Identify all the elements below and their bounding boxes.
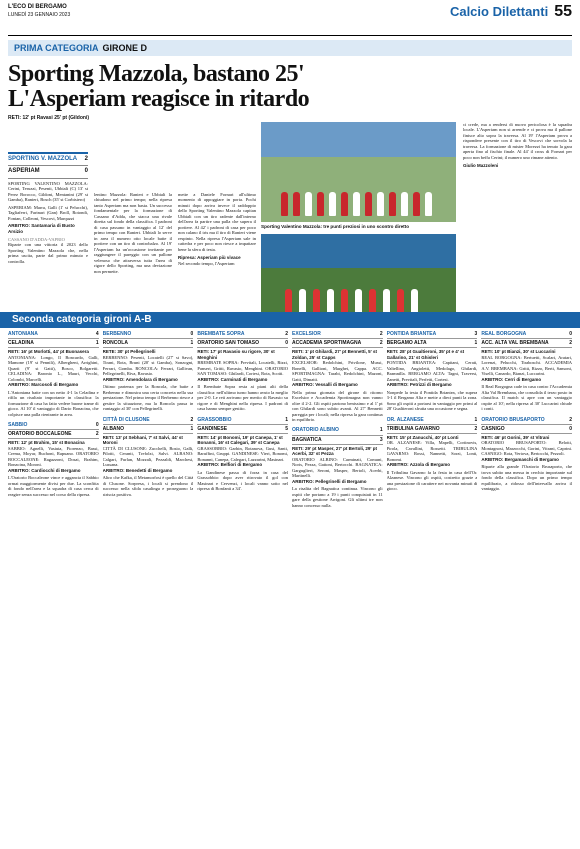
- referee: ARBITRO: Amendolara di Bergamo: [102, 376, 178, 382]
- results-col-1: [8, 330, 99, 849]
- score-row: OR. ALZANESE 1: [387, 416, 478, 425]
- group-name: GIRONE D: [102, 42, 148, 53]
- referee: ARBITRO: Cerri di Bergamo: [481, 376, 542, 382]
- score-row: SABBIO 0: [8, 421, 99, 430]
- report-text: Il Brembate Sopra resta ai piani alti della classifica: nell'ultimo turno hanno avuto la meglio per 2-0. Le reti arrivano per merito di Ravasio su rigore e di Menghini nella ripresa. I padroni di casa hanno sempre gestito.: [197, 384, 288, 412]
- photo-block: [261, 122, 456, 330]
- publisher-name: L'ECO DI BERGAMO: [8, 4, 67, 10]
- referee: ARBITRO: Petrizzi di Bergamo: [386, 382, 452, 388]
- game-block: [197, 416, 288, 492]
- referee: ARBITRO: Benedetti di Bergamo: [102, 467, 173, 473]
- score-row: BERBENNO 0: [103, 330, 194, 339]
- score-row: BREMBATE SOPRA 2: [197, 330, 288, 339]
- article-text: lentino Mazzola: Ranieri e Ubbiali la chiudono nel primo tempo; nella ripresa tanto Asperiam ma non basta. Un successo fondamentale per la formazione di Cassano d'Adda, che stacca una rivale diretta sul fondo della classifica. I padroni di casa passano in vantaggio al 12' del primo tempo con Ranieri. Ubbiali lo serve in area il numero otto locale batte il portiere con un tiro di controbalzo. Al 19' l'Asperiam ha un'occasione invitante per raggiungere il pareggio con un pallone velenoso che attraversa tutta l'area di rigore dello Sporting, ma una deviazione non permette.: [94, 192, 172, 274]
- report-text: Nonpede la testa il Pontida Briantea, che supera 3-1 il Bergamo Alta e mette a dieci punti la zona. Sono gli ospiti a portarsi in vantaggio per primi al 28' Gualtieroni sfrutta una occasione e segna.: [386, 389, 478, 412]
- lineups: CITTÀ DI CLUSONE: Zucchelli, Bosio, Galli, Pilotti, Ceranti, Trefolzi, Salvi. ALBANO: Calgari, Furlan, Mozzali, Pezzaldi, Marchesi, Lussana.: [102, 445, 194, 468]
- goals-line: RETI: 14' pt Bonomi, 19' pt Canepa, 1' st Bonanni, 16' st Calegari, 39' st Canepa: [197, 434, 283, 446]
- lineups: GRASSOBBIO: Garbin, Rotanova, Gusi, Santi, Baruffini, Gruppi. GANDINESE: Vieri, Bonomi, Bonanni, Canepa, Calegari, Lazzarini, Masinari.: [197, 445, 288, 462]
- section-header: [450, 2, 572, 22]
- goals-line: RETI: 13' pt Sebhani, 7' st Salvi, 44' st Moroni: [102, 434, 183, 446]
- category-kicker: [8, 40, 572, 56]
- score-row: REAL BORGOGNA 0: [481, 330, 572, 339]
- lineup-away: ASPERIAM: Marra, Galli (1' st Pelucchi), Tagliaferri, Farinari (Gan) Broll, Rotondi, Fontan, Colleoni, Vescovi, Marquzzi: [8, 204, 88, 221]
- referee: ARBITRO: Santamaria di Busto Arsizio: [8, 223, 75, 234]
- photo-caption: Sporting Valentino Mazzola: tre punti preziosi in uno scontro diretto: [261, 224, 410, 229]
- article-text: mette a Daniele Fornari all'ultimo momento di appoggiare in porta. Pochi minuti dopo arriva invece il raddoppio dello Sporting Valentino Mazzola capitan Ubbiali con un tiro radente dall'interno dell'area fa partire una palla che supera il portiere. Al 42' i padroni di casa per poco non calano il tris ma il tiro di Ranieri viene respinto. Nella ripresa l'Asperiam sale in cattedra e per poco non riesce a impattare bene la sfera di testa.: [178, 192, 256, 252]
- page-number: 55: [554, 3, 572, 20]
- score-row: RONCOLA 1: [103, 339, 194, 348]
- results-col-3: [197, 330, 288, 849]
- article-text: Riparte con una vittoria il 2023 dello Sporting Valentino Mazzola che, nella prima uscita, parte dal primo minuto e controlla.: [8, 242, 88, 264]
- lineups: EXCELSIOR: Redolchini, Privilone, Mussi, Bonelli, Gallioni, Marghei, Cappa. ACC. SPORTIMAGNA: Tarabi, Redolchini, Mazoni, Gatti, Dimatti.: [291, 360, 383, 382]
- score-row: ORATORIO ALBINO 1: [292, 426, 383, 435]
- report-text: Riparte alla grande l'Oratorio Brusaporto, che trova subito una messa in cerchio importante sul fondo della classifica. Dopo un primo tempo equilibrato, a ridosso dell'intervallo arriva il vantaggio.: [481, 464, 572, 492]
- report-text: La risalita del Bagnatica continua. Vincono gli ospiti che portano a 19 i punti conquistati in 11 gare della gestione Arrigoni. Gli ultimi tre non hanno concesso nulla.: [291, 486, 383, 508]
- score-row: BAGNATICA 3: [292, 436, 383, 445]
- lineups: REAL BORGOGNA: Bertuetti, Scalari, Aratari, Lorenzi, Pelucchi, Tiraboschi. ACCADEMIA A.V. BREMBANA: Gritti, Rizzo, Berti, Sansoni, Viselli, Canardo, Bianzi, Luccarini.: [481, 354, 572, 377]
- title-line-2: L'Asperiam reagisce in ritardo: [8, 86, 310, 112]
- score-row: GANDINESE 5: [197, 425, 288, 434]
- referee: ARBITRO: Cardiocchi di Bergamo: [8, 467, 81, 473]
- category-name: PRIMA CATEGORIA: [14, 42, 99, 53]
- results-col-4: [292, 330, 383, 849]
- team-photo-sporting: [261, 122, 456, 222]
- game-block: [292, 426, 383, 508]
- score-row: CELADINA 1: [8, 339, 99, 348]
- report-text: Il Tribulina Gavarno fa la festa in casa dell'Or. Alzanese. Vincono gli ospiti, costretto grazie a una prestazione di carattere nei novanta minuti di gioco.: [386, 469, 478, 492]
- article-text: ci crede, ma a rendersi di nuovo pericolosa è la squadra locale. L'Asperiam non si arrende e ci prova ma il pallone finisce alto sopra la traversa. Al 19' l'Asperiam prova a rispondere presente con il tiro di Vescovi che sorvola la traversa. La formazione di mister Morezzi ha tenuto la gara aperta fino al fischio finale. Al 44' il cross di Fornari per poco non beffa Cerini; il numero uno rimane attento.: [463, 122, 572, 160]
- author: Giulio Mazzoleni: [463, 163, 499, 169]
- article-col-1: [8, 152, 88, 264]
- game-block: [8, 421, 99, 497]
- lineup-home: SPORTING VALENTINO MAZZOLA: Cerini, Teruzzi, Pesenti, Ubbiali (C) 13' st Perez Borocco, Gildoni, Mentanini (29' st Gamba), Ranieri, Bosch (35' st Corbisiero): [8, 180, 88, 203]
- report-text: Ottimo partenza per la Roncola, che batte a Berbenno e dimostra una certa concreta nella sua prestazione. Nel primo tempo il Berbenno riesce a gestire la situazione, ma la Roncola passa in vantaggio al 30' con Pellegrinelli.: [102, 384, 194, 412]
- goals-line: RETI: 1' pt Ghilardi, 27' pt Bennetti, 5' st Zoldan, 25' st Capps: [291, 349, 377, 360]
- score-row: CASNIGO 0: [481, 425, 572, 434]
- score-row: ANTONIANA 4: [8, 330, 99, 339]
- lineups: BREMBATE SOPRA: Previtali, Locatelli, Rizzi, Panseri, Gritti, Ravasio, Menghini. ORATORIO SAN TOMASO: Ghilardi, Cortesi, Rota, Scotti.: [197, 360, 288, 377]
- article-col-4: [463, 122, 572, 169]
- dateline: CASSANO D'ADDA-VAPRIO: [8, 236, 65, 242]
- score-row: ACCADEMIA SPORTIMAGNA 2: [292, 339, 383, 348]
- article-title: [8, 62, 363, 112]
- referee: ARBITRO: Azzola di Bergamo: [386, 462, 450, 468]
- results-col-5: [387, 330, 478, 849]
- lineups: OR. ALZANESE: Villa, Mapelli, Cortinovis, Pirola, Cavallini, Rossetti. TRIBULINA GAVARNO: Rossi, Nannetti, Sorzi, Lonti, Bonomi.: [386, 440, 478, 462]
- goals-line: RETE: 30' pt Pellegrinelli: [102, 349, 156, 355]
- article-col-2: [94, 192, 172, 274]
- score-row: ALBANO 1: [103, 425, 194, 434]
- score-row: ORATORIO BRUSAPORTO 2: [481, 416, 572, 425]
- report-text: La Gandinese passa di forza in casa del Grassobbio: dopo aver ritrovato il gol con Masinari e Cervenzi, i locali vanno sotto nel ripresa di Bonfanti a 34'.: [197, 469, 288, 492]
- score-row: SPORTING V. MAZZOLA 2: [8, 154, 88, 166]
- section-name: Calcio Dilettanti: [449, 3, 549, 19]
- lineups: SABBIO: Agnelli, Vasiuta, Fiorenzo, Bassi, Crema, Moyur, Buchoni, Rapuano. ORATORIO BOCCALEONE: Ragazzoni, Dosai, Brahim, Bonacina, Moroni.: [8, 445, 99, 468]
- section-band: Seconda categoria gironi A-B: [0, 312, 580, 328]
- results-col-2: [103, 330, 194, 849]
- lineups: PONTIDA BRIANTEA: Capitani, Cerati, Valtellino, Angioletti, Medolago, Ghilardi, Bramnilla. BERGAMO ALTA: Tagni, Traversi, Zanetti, Previtali, Perfetti, Cortesi.: [386, 360, 478, 382]
- score-row: CITTÀ DI CLUSONE 2: [103, 416, 194, 425]
- referee: ARBITRO: Carminati di Bergamo: [197, 376, 268, 382]
- goals-line: RETI: 12' pt Ravasi 25' pt (Gildoni): [8, 115, 90, 121]
- goals-line: RETI: 16' pt Morlotti, 44' pt Buonasera: [8, 349, 89, 355]
- article-col-3: [178, 192, 256, 266]
- issue-date: LUNEDÌ 23 GENNAIO 2023: [8, 11, 71, 18]
- score-row: ORATORIO BOCCALEONE 2: [8, 430, 99, 439]
- goals-line: RETI: 29' pt Masper, 27' pt Bertoli, 29' pt Acerbi, 32' st Pezza: [291, 445, 377, 457]
- goals-line: RETI: 12' pt Brahim, 15' st Bonacina: [8, 440, 85, 446]
- lineups: BERBENNO: Pesenti, Locatelli (27' st Savo), Tirani, Rota, Bruni (20' st Gamba), Sonzogni, Ferrari, Gomba. RONCOLA: Ferrari, Gallivan, Pellegrinelli, Riva, Ravasio.: [102, 354, 194, 377]
- score-row: GRASSOBBIO 1: [197, 416, 288, 425]
- referee: ARBITRO: Vessalli di Bergamo: [291, 382, 358, 388]
- score-row: TRIBULINA GAVARNO 2: [387, 425, 478, 434]
- report-text: Il Real Borgogna cade in casa contro l'Accademia Alta Val Brembana, che consolida il terzo posto in classifica. Il match si apre con un vantaggio ospite al 10'; nella ripresa al 30' Luccarini chiude i conti.: [481, 384, 572, 412]
- score-row: EXCELSIOR 2: [292, 330, 383, 339]
- results-col-6: [481, 330, 572, 849]
- score-row: BERGAMO ALTA 1: [387, 339, 478, 348]
- goals-line: RETI: 46' pt Gorini, 39' st Vitrani: [481, 434, 550, 440]
- goals-line: RETI: 17' pt Ravasio su rigore, 30' st Menghini: [197, 349, 275, 360]
- lineups: ANTONIANA: Longo, Il Boncardo, Galli, Mamone (19' st Pennili), Albergheni, Arrighini, Quarti (9' st Gatti), Bosco, Bolgaretti. CELADINA: Baronio L., Mauri, Vecchi, Colombi, Marcelli.: [8, 354, 99, 382]
- results-grid: [8, 330, 572, 849]
- scorebox: [8, 152, 88, 179]
- subheading: Ripresa: Asperiam più vivace: [178, 255, 241, 261]
- score-row: PONTIDA BRIANTEA 3: [387, 330, 478, 339]
- goals-line: RETI: 10' pt Bianzi, 30' st Luccarini: [481, 349, 556, 355]
- article-text: Nel secondo tempo, l'Asperiam: [178, 260, 235, 266]
- referee: ARBITRO: Marcosoli di Bergamo: [8, 382, 79, 388]
- masthead: [8, 4, 70, 18]
- game-block: [387, 416, 478, 492]
- report-text: L'Oratorio Boccaleone vince e aggancia il Sabbio ormai maggiormente divisi per due. La sconfitta di fondo nell'area e la squadra di casa cerca di reagire senza successo nel corso della ripresa.: [8, 475, 99, 497]
- report-text: Altro che Kafka, il Metamorfosi è quello del Città di Clusone. Sorpresa, i locali si prendono il successo nella sfida casalinga e proseguono la striscia positiva.: [102, 475, 194, 497]
- lineups: ORATORIO BRUSAPORTO: Belotti, Montagnosi, Marzocchi, Gorini, Vitrani, Caprini. CASNIGO: Rota, Vertova, Bertocchi, Pezzoli.: [481, 440, 572, 457]
- page-header: [8, 0, 572, 36]
- score-row: ASPERIAM 0: [8, 166, 88, 178]
- team-photo-asperiam: [261, 234, 456, 319]
- title-line-1: Sporting Mazzola, bastano 25': [8, 61, 305, 87]
- score-row: ACC. ALTA VAL BREMBANA 2: [481, 339, 572, 348]
- goals-line: RETI: 28' pt Gualtieroni, 35' pt e 4' st Gallarino, 21' st Ghisleri: [386, 349, 465, 360]
- game-block: [481, 416, 572, 492]
- game-block: [103, 416, 194, 498]
- score-row: ORATORIO SAN TOMASO 0: [197, 339, 288, 348]
- referee: ARBITRO: Pellegrinelli di Bergamo: [291, 478, 367, 484]
- lineups: ORATORIO ALBINO: Carminati, Comuni, Noris, Pezza, Gattoni, Bertocchi. BAGNATICA: Garguglieri, Seroni, Masper, Bertoli, Acerbi, Martinelli.: [291, 456, 383, 479]
- report-text: Nella prima giornata del girone di ritorno Excelsior e Accademia Sportimagna non vanno oltre il 2-2. Gli ospiti partono benissimo e al 1' pt con Ghilardi sono subito avanti. Al 27' Bennetti pareggia per i locali; nella ripresa la gara continua in equilibrio.: [291, 389, 383, 422]
- referee: ARBITRO: Bergamaschi di Bergamo: [481, 456, 559, 462]
- goals-line: RETI: 15' pt Zanucchi, 40' pt Lonti: [386, 434, 459, 440]
- main-article: [8, 62, 572, 317]
- referee: ARBITRO: Belfiori di Bergamo: [197, 462, 263, 468]
- report-text: L'Antoniana batte con un netto 4-1 la Celadina e rifila un risultato importante in classifica: la formazione di casa ha fatto vedere buone trame di gioco. Al 10' il vantaggio di Dario Bonacina, che colpisce una palla rientrante in area.: [8, 389, 99, 417]
